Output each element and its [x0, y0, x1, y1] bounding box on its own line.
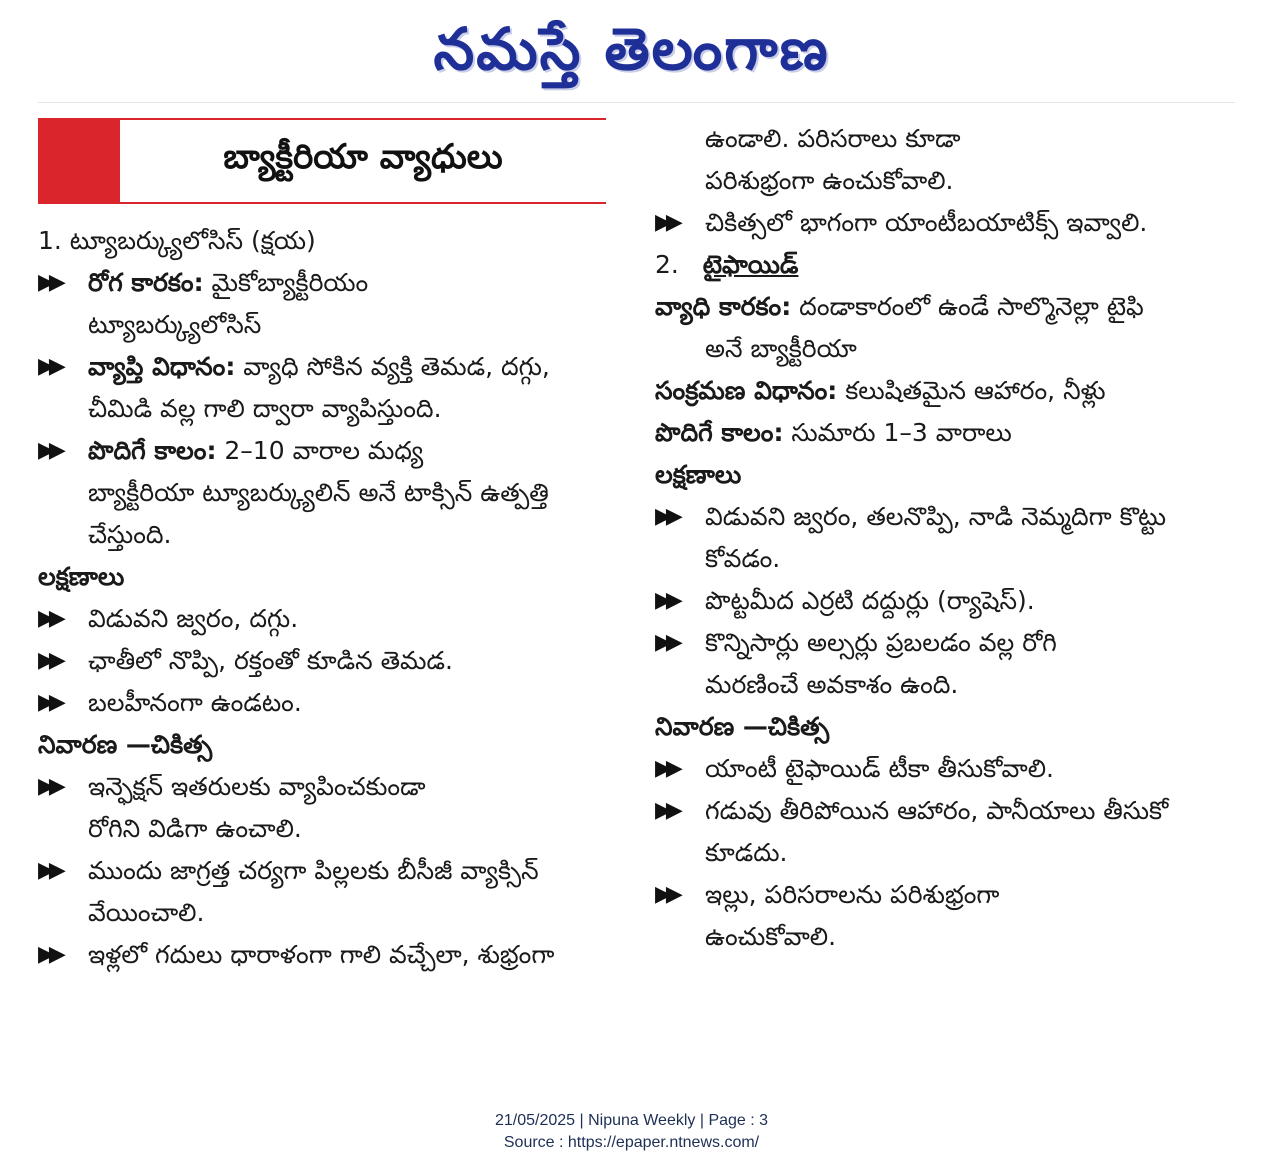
prevention-text: ఇన్ఫెక్షన్ ఇతరులకు వ్యాపించకుండా — [88, 772, 426, 801]
left-column — [38, 118, 608, 976]
double-arrow-icon: ▶▶ — [38, 690, 60, 715]
list-item — [655, 496, 1230, 580]
list-item — [655, 622, 1230, 706]
prevention-text: ఇళ్లలో గదులు ధారాళంగా గాలి వచ్చేలా, శుభ్రంగా — [88, 940, 555, 969]
symptom-text: విడువని జ్వరం, దగ్గు. — [88, 604, 299, 633]
prevention-text-cont: ఉంచుకోవాలి. — [705, 922, 837, 951]
double-arrow-icon: ▶▶ — [655, 504, 677, 529]
transmission-label: సంక్రమణ విధానం: — [655, 376, 838, 405]
list-item — [38, 640, 608, 682]
double-arrow-icon: ▶▶ — [655, 210, 677, 235]
symptoms-heading: లక్షణాలు — [38, 562, 125, 591]
incubation-text: 2–10 వారాల మధ్య — [216, 436, 424, 465]
symptoms-heading: లక్షణాలు — [655, 460, 742, 489]
list-item — [38, 682, 608, 724]
prevention-text-cont: రోగిని విడిగా ఉంచాలి. — [88, 814, 302, 843]
cause-text-cont: అనే బ్యాక్టీరియా — [705, 334, 857, 363]
prevention-text-cont: వేయించాలి. — [88, 898, 205, 927]
double-arrow-icon: ▶▶ — [655, 630, 677, 655]
list-item — [38, 346, 608, 430]
section-heading-tb: 1. ట్యూబర్క్యులోసిస్ (క్షయ) — [38, 226, 316, 255]
incubation-text-cont: బ్యాక్టీరియా ట్యూబర్క్యులిన్ అనే టాక్సిన్ ఉత్పత్తి — [88, 478, 549, 507]
section-title: టైఫాయిడ్ — [702, 250, 799, 279]
list-item — [655, 580, 1230, 622]
incubation-text: సుమారు 1–3 వారాలు — [783, 418, 1012, 447]
list-item — [38, 766, 608, 850]
prevention-text: ఇల్లు, పరిసరాలను పరిశుభ్రంగా — [705, 880, 1000, 909]
incubation-line — [655, 412, 1230, 454]
list-item — [655, 748, 1230, 790]
footer-source-link[interactable]: Source : https://epaper.ntnews.com/ — [503, 1134, 760, 1151]
incubation-label: పొదిగే కాలం: — [655, 418, 784, 447]
right-column — [655, 118, 1230, 958]
section-number: 2. — [655, 250, 679, 279]
prevention-heading: నివారణ —చికిత్స — [38, 730, 213, 759]
section-heading-typhoid — [655, 244, 1230, 286]
article-banner — [38, 118, 606, 204]
double-arrow-icon: ▶▶ — [38, 774, 60, 799]
prevention-text: ముందు జాగ్రత్త చర్యగా పిల్లలకు బీసీజీ వ్యాక్సిన్ — [88, 856, 539, 885]
spread-label: వ్యాప్తి విధానం: — [88, 352, 236, 381]
transmission-text: కలుషితమైన ఆహారం, నీళ్లు — [837, 376, 1106, 405]
symptom-text-cont: కోవడం. — [705, 544, 781, 573]
symptom-text: కొన్నిసార్లు అల్సర్లు ప్రబలడం వల్ల రోగి — [705, 628, 1057, 657]
cause-label: వ్యాధి కారకం: — [655, 292, 792, 321]
prevention-text: గడువు తీరిపోయిన ఆహారం, పానీయాలు తీసుకో — [705, 796, 1169, 825]
symptom-text: ఛాతీలో నొప్పి, రక్తంతో కూడిన తెమడ. — [88, 646, 453, 675]
double-arrow-icon: ▶▶ — [38, 270, 60, 295]
banner-red-bar — [38, 118, 120, 204]
cause-text-cont: ట్యూబర్క్యులోసిస్ — [88, 310, 262, 339]
list-item — [38, 262, 608, 346]
double-arrow-icon: ▶▶ — [38, 942, 60, 967]
newspaper-masthead-logo: నమస్తే తెలంగాణ — [433, 15, 830, 83]
page-footer — [0, 1110, 1263, 1154]
transmission-line — [655, 370, 1230, 412]
list-item — [655, 202, 1230, 244]
prevention-text-cont: కూడదు. — [705, 838, 788, 867]
list-item — [38, 934, 608, 976]
continued-text: ఉండాలి. పరిసరాలు కూడా — [705, 124, 961, 153]
spread-text-cont: చీమిడి వల్ల గాలి ద్వారా వ్యాపిస్తుంది. — [88, 394, 442, 423]
spread-text: వ్యాధి సోకిన వ్యక్తి తెమడ, దగ్గు, — [235, 352, 550, 381]
continued-text: పరిశుభ్రంగా ఉంచుకోవాలి. — [705, 166, 954, 195]
symptom-text: పొట్టమీద ఎర్రటి దద్దుర్లు (ర్యాషెస్). — [705, 586, 1035, 615]
article-title: బ్యాక్టీరియా వ్యాధులు — [120, 118, 606, 204]
cause-line — [655, 286, 1230, 328]
double-arrow-icon: ▶▶ — [38, 438, 60, 463]
double-arrow-icon: ▶▶ — [655, 882, 677, 907]
header-divider — [38, 102, 1235, 103]
symptom-text-cont: మరణించే అవకాశం ఉంది. — [705, 670, 959, 699]
symptom-text: బలహీనంగా ఉండటం. — [88, 688, 302, 717]
symptom-text: విడువని జ్వరం, తలనొప్పి, నాడి నెమ్మదిగా కొట్టు — [705, 502, 1167, 531]
double-arrow-icon: ▶▶ — [38, 606, 60, 631]
treatment-text: చికిత్సలో భాగంగా యాంటీబయాటిక్స్ ఇవ్వాలి. — [705, 208, 1148, 237]
cause-label: రోగ కారకం: — [88, 268, 204, 297]
list-item — [655, 790, 1230, 874]
incubation-label: పొదిగే కాలం: — [88, 436, 217, 465]
cause-text: దండాకారంలో ఉండే సాల్మొనెల్లా టైఫి — [791, 292, 1144, 321]
double-arrow-icon: ▶▶ — [655, 798, 677, 823]
prevention-text: యాంటీ టైఫాయిడ్ టీకా తీసుకోవాలి. — [705, 754, 1054, 783]
incubation-text-cont2: చేస్తుంది. — [88, 520, 172, 549]
prevention-heading: నివారణ —చికిత్స — [655, 712, 830, 741]
double-arrow-icon: ▶▶ — [38, 858, 60, 883]
footer-date-page: 21/05/2025 | Nipuna Weekly | Page : 3 — [494, 1112, 769, 1129]
list-item — [38, 598, 608, 640]
cause-text: మైకోబ్యాక్టీరియం — [203, 268, 369, 297]
double-arrow-icon: ▶▶ — [655, 588, 677, 613]
double-arrow-icon: ▶▶ — [38, 354, 60, 379]
list-item — [655, 874, 1230, 958]
double-arrow-icon: ▶▶ — [655, 756, 677, 781]
double-arrow-icon: ▶▶ — [38, 648, 60, 673]
list-item — [38, 430, 608, 556]
list-item — [38, 850, 608, 934]
